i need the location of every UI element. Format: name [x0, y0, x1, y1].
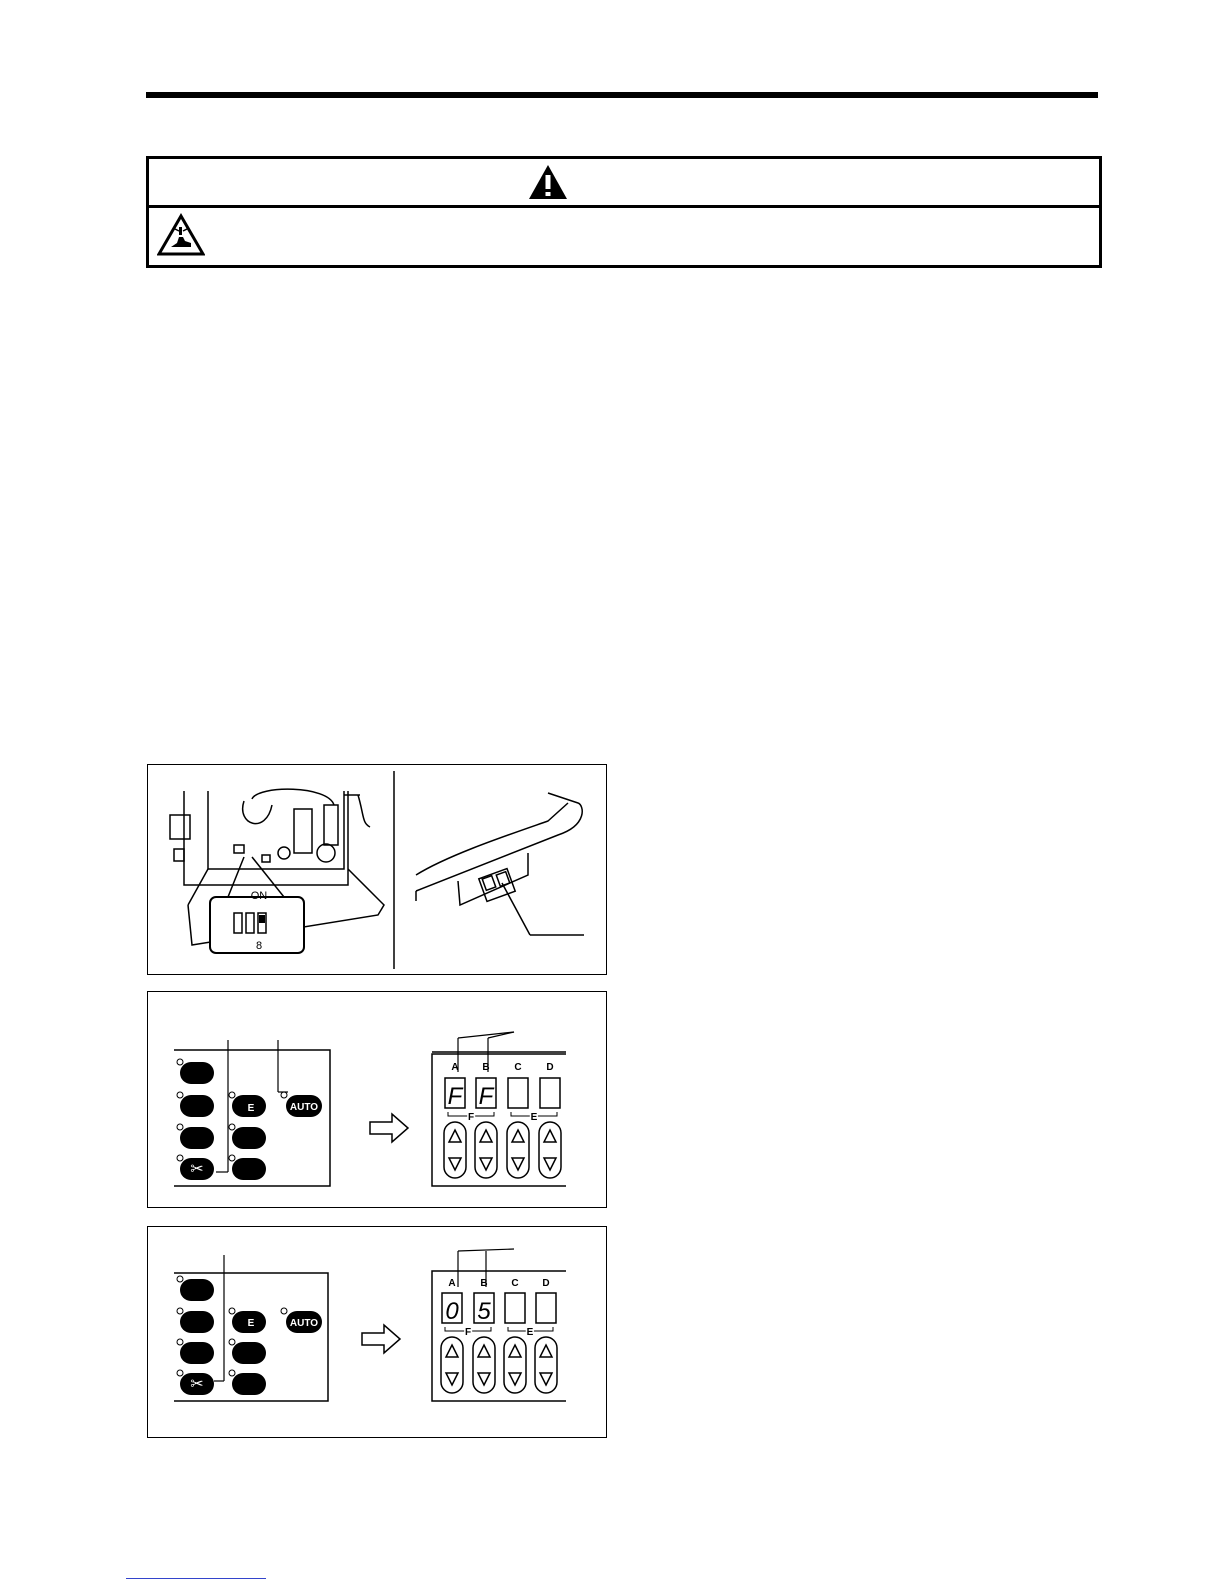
scissors-icon: ✂: [190, 1161, 204, 1178]
key-e-end-button-2[interactable]: [232, 1373, 266, 1395]
key-buttons: [177, 1059, 322, 1180]
group-label-e: E: [530, 1112, 538, 1123]
group-label-e-2: E: [526, 1327, 534, 1338]
auto-label-2: AUTO: [289, 1318, 319, 1329]
display-label-b: B: [482, 1062, 490, 1073]
key-cd-button-2[interactable]: [180, 1311, 214, 1333]
key-abcd-button-2[interactable]: [180, 1342, 214, 1364]
display-label-a-2: A: [448, 1278, 456, 1289]
key-e-label-2: E: [247, 1318, 255, 1329]
display-digit-a-2: 0: [445, 1298, 459, 1325]
footer-link-underline[interactable]: [126, 1578, 266, 1579]
figure-panel-display-ff: [147, 991, 607, 1208]
panel-illustration-2: [148, 1227, 606, 1437]
up-down-keys-2: [441, 1337, 557, 1393]
group-label-f: F: [467, 1112, 475, 1123]
panel-illustration: [148, 992, 606, 1207]
key-ef-button-2[interactable]: [232, 1342, 266, 1364]
hand-crush-hazard-icon: [157, 213, 205, 257]
up-down-keys: [444, 1122, 561, 1178]
caution-divider: [149, 205, 1099, 208]
key-e-label: E: [247, 1103, 255, 1114]
warning-triangle-icon: [527, 163, 569, 201]
display-label-c-2: C: [511, 1278, 519, 1289]
key-buttons-2: [177, 1276, 322, 1395]
auto-label: AUTO: [289, 1102, 319, 1113]
right-arrow-icon: [370, 1114, 408, 1142]
key-ab-button[interactable]: [180, 1062, 214, 1084]
figure-panel-display-05: [147, 1226, 607, 1438]
figure-control-box-dip-switch: [147, 764, 607, 975]
display-label-c: C: [514, 1062, 522, 1073]
display-label-a: A: [451, 1062, 459, 1073]
key-ef-button[interactable]: [232, 1127, 266, 1149]
display-label-d-2: D: [542, 1278, 550, 1289]
display-digit-b-2: 5: [477, 1298, 491, 1325]
key-e-end-button[interactable]: [232, 1158, 266, 1180]
group-label-f-2: F: [464, 1327, 472, 1338]
key-ab-button-2[interactable]: [180, 1279, 214, 1301]
display-digit-b: F: [478, 1083, 494, 1110]
header-rule: [146, 92, 1098, 98]
key-cd-button[interactable]: [180, 1095, 214, 1117]
dip-number-label: 8: [255, 940, 263, 952]
scissors-icon: ✂: [190, 1376, 204, 1393]
dip-on-label: ON: [250, 890, 268, 902]
display-label-d: D: [546, 1062, 554, 1073]
key-abcd-button[interactable]: [180, 1127, 214, 1149]
right-arrow-icon: [362, 1325, 400, 1353]
caution-box: [146, 156, 1102, 268]
control-box-illustration: [148, 765, 606, 974]
display-label-b-2: B: [480, 1278, 488, 1289]
display-digit-a: F: [447, 1083, 463, 1110]
